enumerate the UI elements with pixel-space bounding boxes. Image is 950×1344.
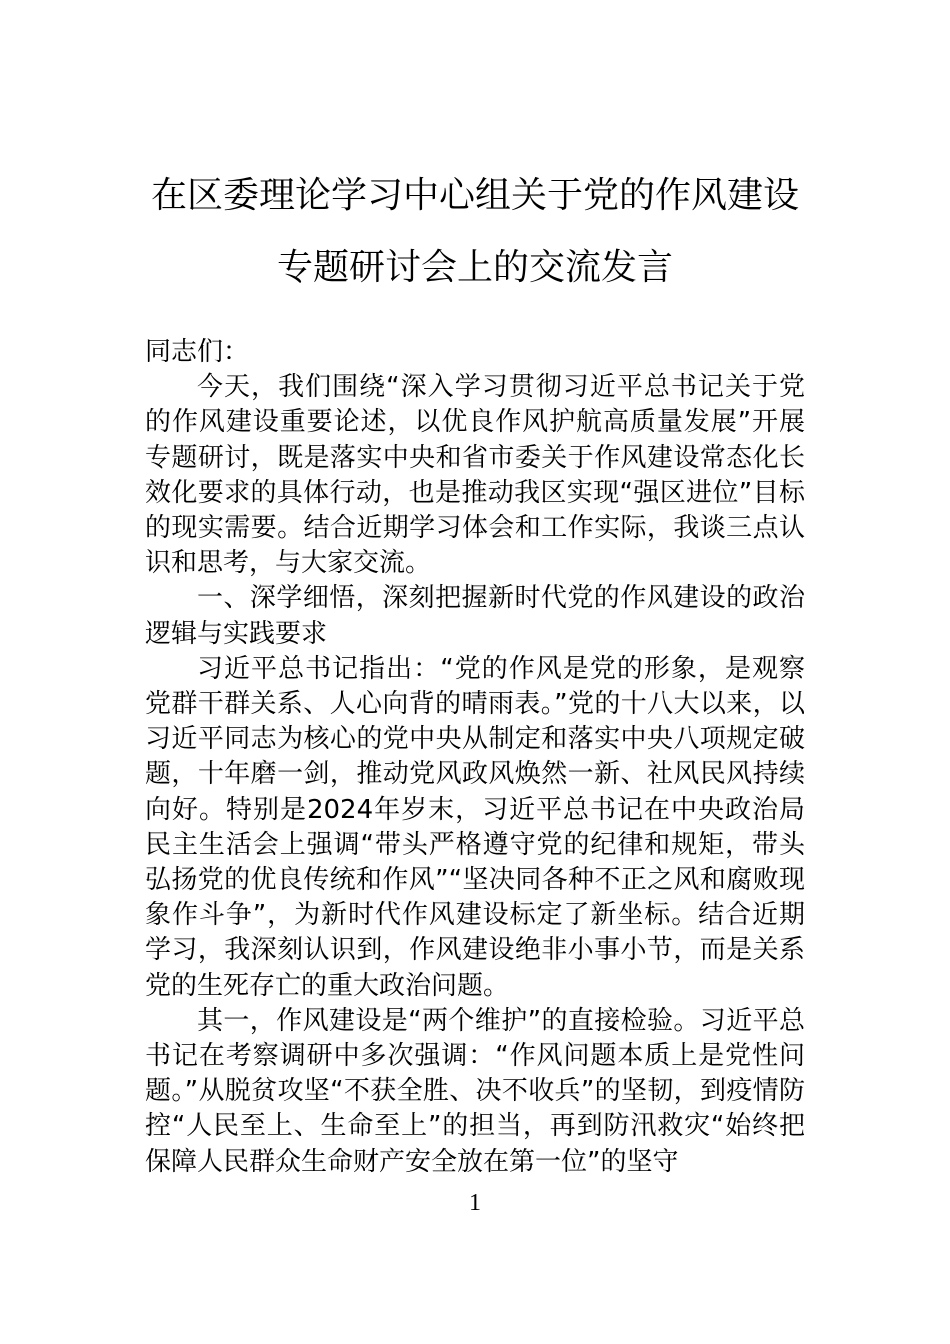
document-title-line-1: 在区委理论学习中心组关于党的作风建设 <box>150 175 799 216</box>
paragraph-quote: 习近平总书记指出：“党的作风是党的形象，是观察党群干群关系、人心向背的晴雨表。”党的十八大以来，以习近平同志为核心的党中央从制定和落实中央八项规定破题，十年磨一剑，推动党风政风焕然一新、社风民风持续向好。特别是2024年岁末，习近平总书记在中央政治局民主生活会上强调“带头严格遵守党的纪律和规矩，带头弘扬党的优良传统和作风”“坚决同各种不正之风和腐败现象作斗争”，为新时代作风建设标定了新坐标。结合近期学习，我深刻认识到，作风建设绝非小事小节，而是关系党的生死存亡的重大政治问题。 <box>145 653 805 1001</box>
document-title-line-2: 专题研讨会上的交流发言 <box>276 247 673 288</box>
section-heading-1: 一、深学细悟，深刻把握新时代党的作风建设的政治逻辑与实践要求 <box>145 583 805 649</box>
paragraph-point-1: 其一，作风建设是“两个维护”的直接检验。习近平总书记在考察调研中多次强调：“作风问题本质上是党性问题。”从脱贫攻坚“不获全胜、决不收兵”的坚韧，到疫情防控“人民至上、生命至上”的担当，再到防汛救灾“始终把保障人民群众生命财产安全放在第一位”的坚守 <box>145 1005 805 1177</box>
page-number: 1 <box>469 1190 481 1216</box>
salutation: 同志们： <box>145 337 250 367</box>
paragraph-intro: 今天，我们围绕“深入学习贯彻习近平总书记关于党的作风建设重要论述，以优良作风护航高质量发展”开展专题研讨，既是落实中央和省市委关于作风建设常态化长效化要求的具体行动，也是推动我区实现“强区进位”目标的现实需要。结合近期学习体会和工作实际，我谈三点认识和思考，与大家交流。 <box>145 372 805 579</box>
document-body <box>145 335 805 1180</box>
